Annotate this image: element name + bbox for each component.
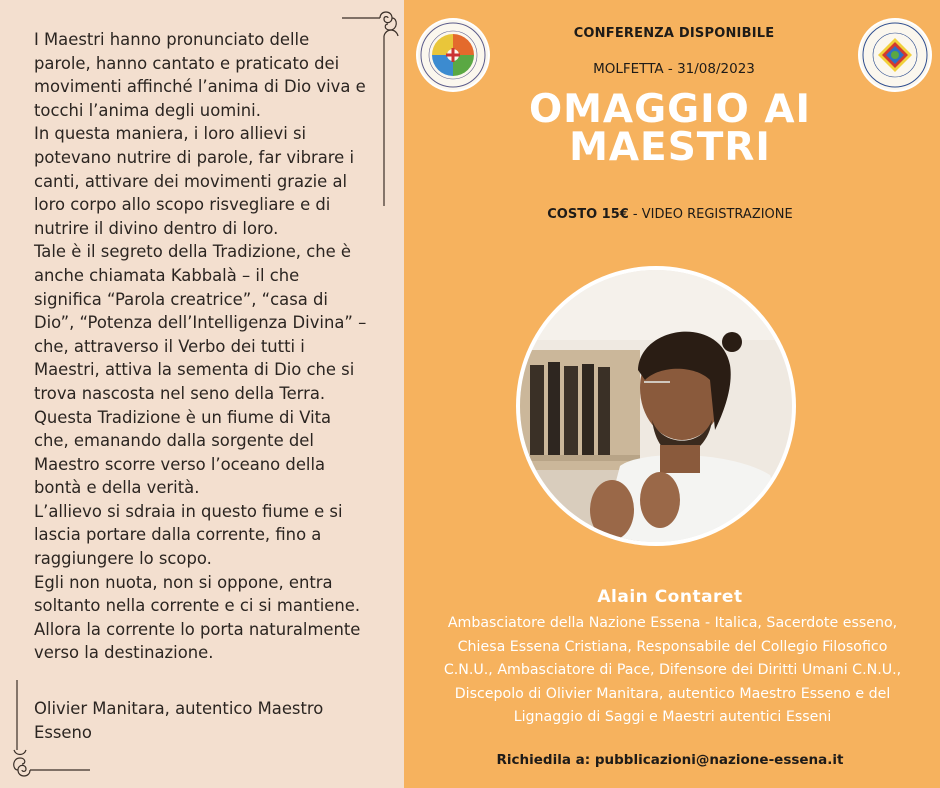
- quote-line: movimenti affinché l’anima di Dio viva e: [34, 77, 366, 97]
- accademia-essena-emblem-icon: [860, 20, 930, 90]
- cost-line: [420, 207, 920, 222]
- quote-line: potevano nutrire di parole, far vibrare i: [34, 147, 354, 167]
- quote-line: nutrire il divino dentro di loro.: [34, 218, 279, 238]
- nazione-essena-logo: [418, 20, 488, 90]
- quote-line: lascia portare dalla corrente, fino a: [34, 525, 322, 545]
- quote-line: raggiungere lo scopo.: [34, 549, 212, 569]
- flourish-line-right-icon: [381, 36, 387, 206]
- speaker-photo: [520, 270, 792, 542]
- quote-line: tocchi l’anima degli uomini.: [34, 100, 261, 120]
- flourish-bottom-left-icon: [8, 740, 92, 780]
- cost-amount: COSTO 15€: [547, 207, 629, 222]
- quote-line: I Maestri hanno pronunciato delle: [34, 30, 310, 49]
- contact-email-link[interactable]: pubblicazioni@nazione-essena.it: [594, 752, 844, 768]
- bio-line: Chiesa Essena Cristiana, Responsabile del Collegio Filosofico: [457, 638, 888, 655]
- quote-line: Dio”, “Potenza dell’Intelligenza Divina” –: [34, 313, 367, 333]
- quote-author: [34, 697, 379, 744]
- author-line: Esseno: [34, 722, 92, 742]
- quote-line: L’allievo si sdraia in questo fiume e si: [34, 501, 343, 521]
- availability-kicker: CONFERENZA DISPONIBILE: [573, 26, 775, 41]
- quote-line: soltanto nella corrente e ci si mantiene.: [34, 596, 361, 616]
- quote-text: [34, 28, 379, 665]
- quote-line: Allora la corrente lo porta naturalmente: [34, 619, 361, 639]
- quote-line: che, attraverso il Verbo dei tutti i: [34, 336, 305, 356]
- speaker-portrait-icon: [520, 270, 792, 542]
- quote-line: Tale è il segreto della Tradizione, che è: [34, 242, 352, 262]
- quote-line: trova nascosta nel seno della Terra.: [34, 383, 326, 403]
- quote-line: Maestri, attiva la sementa di Dio che si: [34, 360, 355, 380]
- title-line: OMAGGIO AI: [528, 87, 812, 132]
- quote-line: Maestro scorre verso l’oceano della: [34, 454, 326, 474]
- bio-line: C.N.U., Ambasciatore di Pace, Difensore dei Diritti Umani C.N.U.,: [443, 662, 902, 678]
- contact-line: [420, 752, 920, 768]
- quote-line: Questa Tradizione è un fiume di Vita: [34, 407, 332, 427]
- author-line: Olivier Manitara, autentico Maestro: [34, 699, 324, 718]
- bio-line: Ambasciatore della Nazione Essena - Italica, Sacerdote esseno,: [447, 615, 898, 631]
- title-line: MAESTRI: [569, 125, 771, 170]
- quote-line: bontà e della verità.: [34, 478, 200, 498]
- event-title: [420, 87, 920, 170]
- contact-label: Richiedila a:: [496, 752, 591, 768]
- cost-description: - VIDEO REGISTRAZIONE: [628, 207, 793, 222]
- quote-line: In questa maniera, i loro allievi si: [34, 124, 307, 144]
- nazione-essena-emblem-icon: [418, 20, 488, 90]
- quote-line: che, emanando dalla sorgente del: [34, 431, 314, 451]
- quote-line: verso la destinazione.: [34, 643, 214, 663]
- quote-line: canti, attivare dei movimenti grazie al: [34, 171, 348, 191]
- bio-line: Lignaggio di Saggi e Maestri autentici Esseni: [513, 709, 832, 725]
- quote-line: significa “Parola creatrice”, “casa di: [34, 289, 328, 309]
- bio-line: Discepolo di Olivier Manitara, autentico Maestro Esseno e del: [454, 685, 891, 702]
- speaker-bio: [405, 612, 940, 730]
- quote-line: Egli non nuota, non si oppone, entra: [34, 572, 333, 592]
- place-date: MOLFETTA - 31/08/2023: [593, 61, 755, 77]
- quote-line: parole, hanno cantato e praticato dei: [34, 53, 340, 73]
- quote-line: anche chiamata Kabbalà – il che: [34, 265, 300, 285]
- accademia-essena-logo: [860, 20, 930, 90]
- speaker-name: Alain Contaret: [597, 587, 743, 607]
- quote-line: loro corpo allo scopo risvegliare e di: [34, 195, 331, 215]
